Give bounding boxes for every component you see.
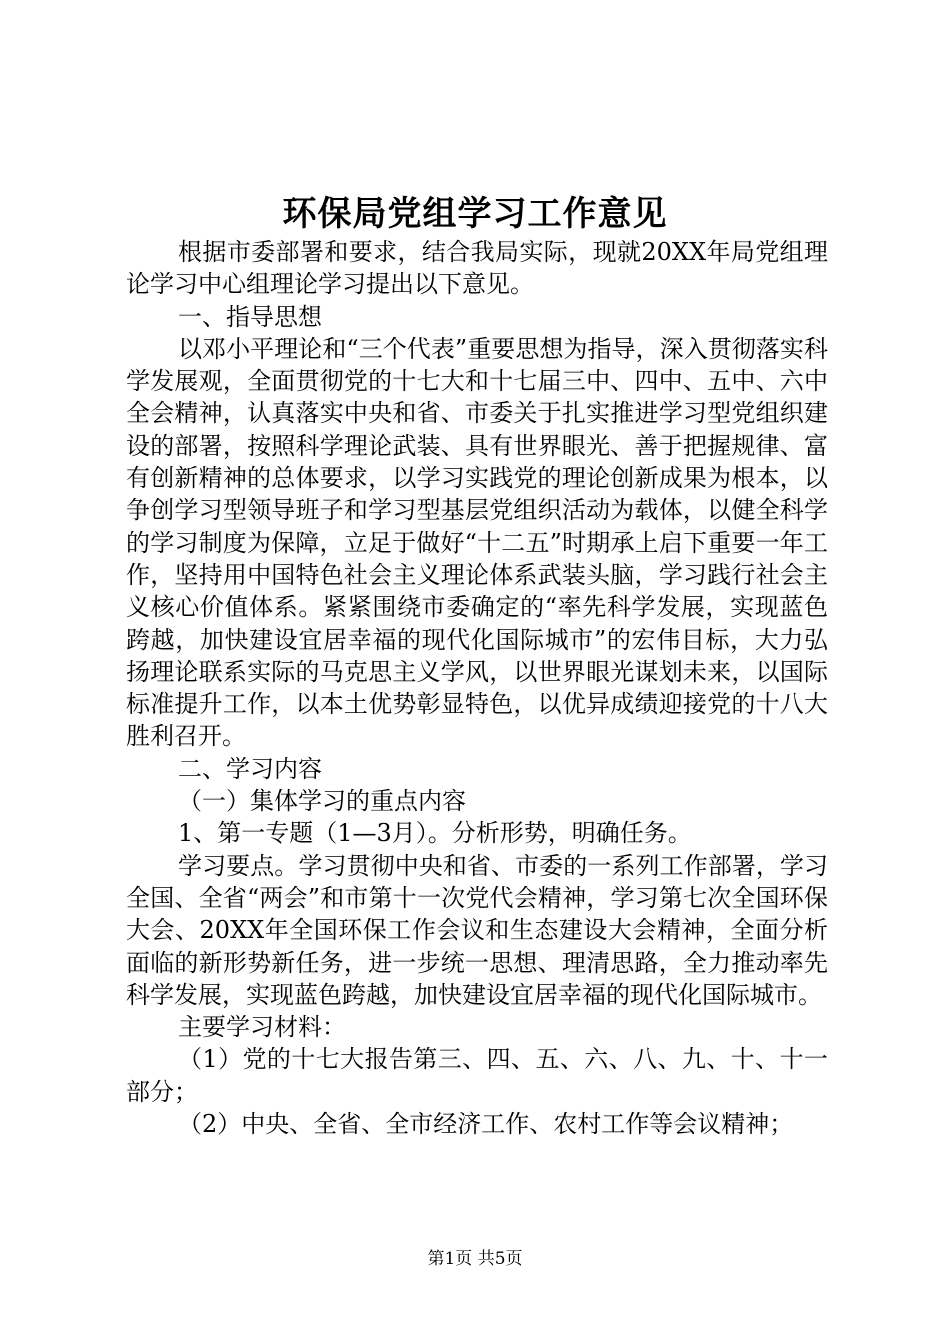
paragraph-guiding-ideology: 以邓小平理论和“三个代表”重要思想为指导，深入贯彻落实科学发展观，全面贯彻党的十七大和十七届三中、四中、五中、六中全会精神，认真落实中央和省、市委关于扎实推进学习型党组织建设的部署，按照科学理论武装、具有世界眼光、善于把握规律、富有创新精神的总体要求，以学习实践党的理论创新成果为根本，以争创学习型领导班子和学习型基层党组织活动为载体，以健全科学的学习制度为保障，立足于做好“十二五”时期承上启下重要一年工作，坚持用中国特色社会主义理论体系武装头脑，学习践行社会主义核心价值体系。紧紧围绕市委确定的“率先科学发展，实现蓝色跨越，加快建设宜居幸福的现代化国际城市”的宏伟目标，大力弘扬理论联系实际的马克思主义学风，以世界眼光谋划未来，以国际标准提升工作，以本土优势彰显特色，以优异成绩迎接党的十八大胜利召开。 [126,334,828,751]
heading-guiding-ideology: 一、指导思想 [178,302,322,331]
topic-one: 1、第一专题（1—3月）。分析形势，明确任务。 [178,819,692,848]
material-item-2: （2）中央、全省、全市经济工作、农村工作等会议精神； [178,1110,794,1139]
page-footer: 第1页 共5页 [427,1249,523,1269]
heading-study-content: 二、学习内容 [178,754,322,783]
paragraph-study-points: 学习要点。学习贯彻中央和省、市委的一系列工作部署，学习全国、全省“两会”和市第十一次党代会精神，学习第七次全国环保大会、20XX年全国环保工作会议和生态建设大会精神，全面分析面临的新形势新任务，进一步统一思想、理清思路，全力推动率先科学发展，实现蓝色跨越，加快建设宜居幸福的现代化国际城市。 [126,851,828,1009]
document-title: 环保局党组学习工作意见 [282,194,668,234]
label-main-materials: 主要学习材料： [178,1013,346,1042]
paragraph-intro: 根据市委部署和要求，结合我局实际，现就20XX年局党组理论学习中心组理论学习提出以下意见。 [126,238,828,299]
document-body [126,236,828,1140]
material-item-1: （1）党的十七大报告第三、四、五、六、八、九、十、十一部分； [126,1045,828,1106]
subheading-collective-study: （一）集体学习的重点内容 [178,787,466,816]
